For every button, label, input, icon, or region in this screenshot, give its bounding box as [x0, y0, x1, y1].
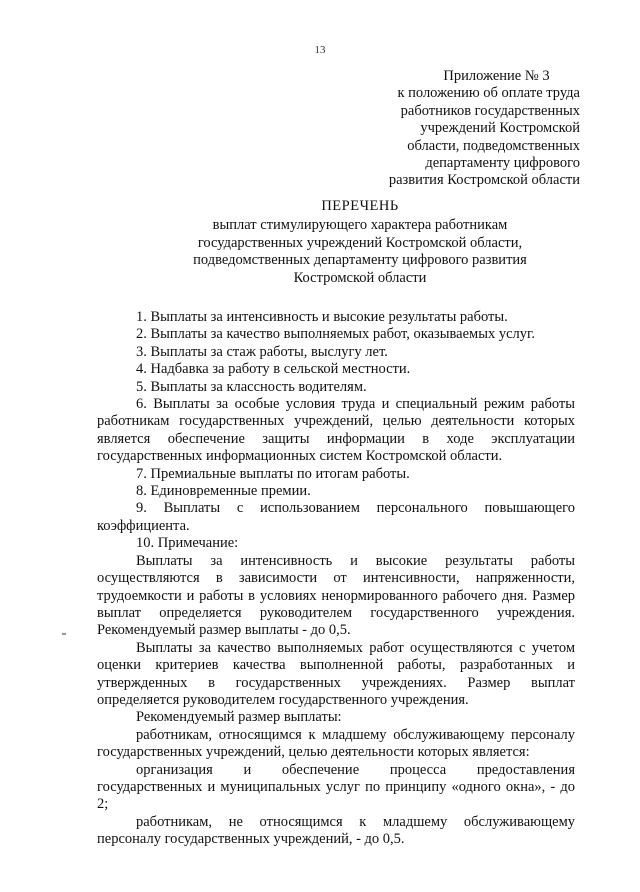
list-item: 9. Выплаты с использованием персонального повышающего коэффициента.: [97, 500, 575, 534]
appendix-line: к положению об оплате труда: [397, 85, 580, 102]
appendix-line: департаменту цифрового: [425, 155, 580, 172]
title-heading: ПЕРЕЧЕНЬ: [321, 198, 399, 214]
appendix-line: учреждений Костромской: [420, 120, 580, 137]
list-item: 1. Выплаты за интенсивность и высокие результаты работы.: [136, 309, 508, 325]
list-item: 6. Выплаты за особые условия труда и специальный режим работы работникам государственных учреждений, целью деятельности которых является обеспечение защиты информации в ходе эксплуатации государственных информационных систем Костромской области.: [97, 396, 575, 465]
title-line: выплат стимулирующего характера работникам: [212, 217, 508, 234]
list-item: 8. Единовременные премии.: [136, 483, 311, 500]
note-paragraph: Выплаты за качество выполняемых работ осуществляются с учетом оценки критериев качества выполненной работы, разработанных и утвержденных в государственных учреждениях. Размер выплат определяется руководителем государственного учреждения.: [97, 639, 575, 708]
note-paragraph: работникам, относящимся к младшему обслуживающему персоналу государственных учреждений, целью деятельности которых является:: [97, 726, 575, 761]
note-paragraph: организация и обеспечение процесса предоставления государственных и муниципальных услуг по принципу «одного окна», - до 2;: [97, 761, 575, 813]
appendix-line: развития Костромской области: [388, 172, 580, 189]
list-item: 3. Выплаты за стаж работы, выслугу лет.: [136, 343, 388, 360]
list-item: 7. Премиальные выплаты по итогам работы.: [136, 465, 410, 482]
note-paragraph: Выплаты за интенсивность и высокие результаты работы осуществляются в зависимости от интенсивности, напряженности, трудоемкости и работы в условиях ненормированного рабочего дня. Размер выплат определяется руководителем государственного учреждения. Рекомендуемый размер выплаты - до 0,5.: [97, 552, 575, 639]
title-line: подведомственных департаменту цифрового развития: [193, 252, 527, 269]
note-paragraph: Рекомендуемый размер выплаты:: [136, 709, 342, 726]
title-line: Костромской области: [293, 269, 427, 286]
list-item: 5. Выплаты за классность водителям.: [136, 378, 367, 395]
document-title: [160, 198, 560, 287]
list-item: 2. Выплаты за качество выполняемых работ, оказываемых услуг.: [136, 326, 535, 343]
appendix-line: области, подведомственных: [407, 137, 580, 154]
note-paragraph: работникам, не относящимся к младшему обслуживающему персоналу государственных учреждений, - до 0,5.: [97, 813, 575, 848]
appendix-reference: [365, 68, 580, 190]
margin-mark: [62, 633, 66, 635]
list-item: 4. Надбавка за работу в сельской местности.: [136, 361, 411, 378]
appendix-line: Приложение № 3: [443, 68, 550, 84]
document-body: [97, 309, 575, 849]
page-number: 13: [314, 44, 326, 56]
title-line: государственных учреждений Костромской области,: [197, 234, 523, 251]
list-item: 10. Примечание:: [136, 535, 239, 552]
appendix-line: работников государственных: [400, 102, 580, 119]
